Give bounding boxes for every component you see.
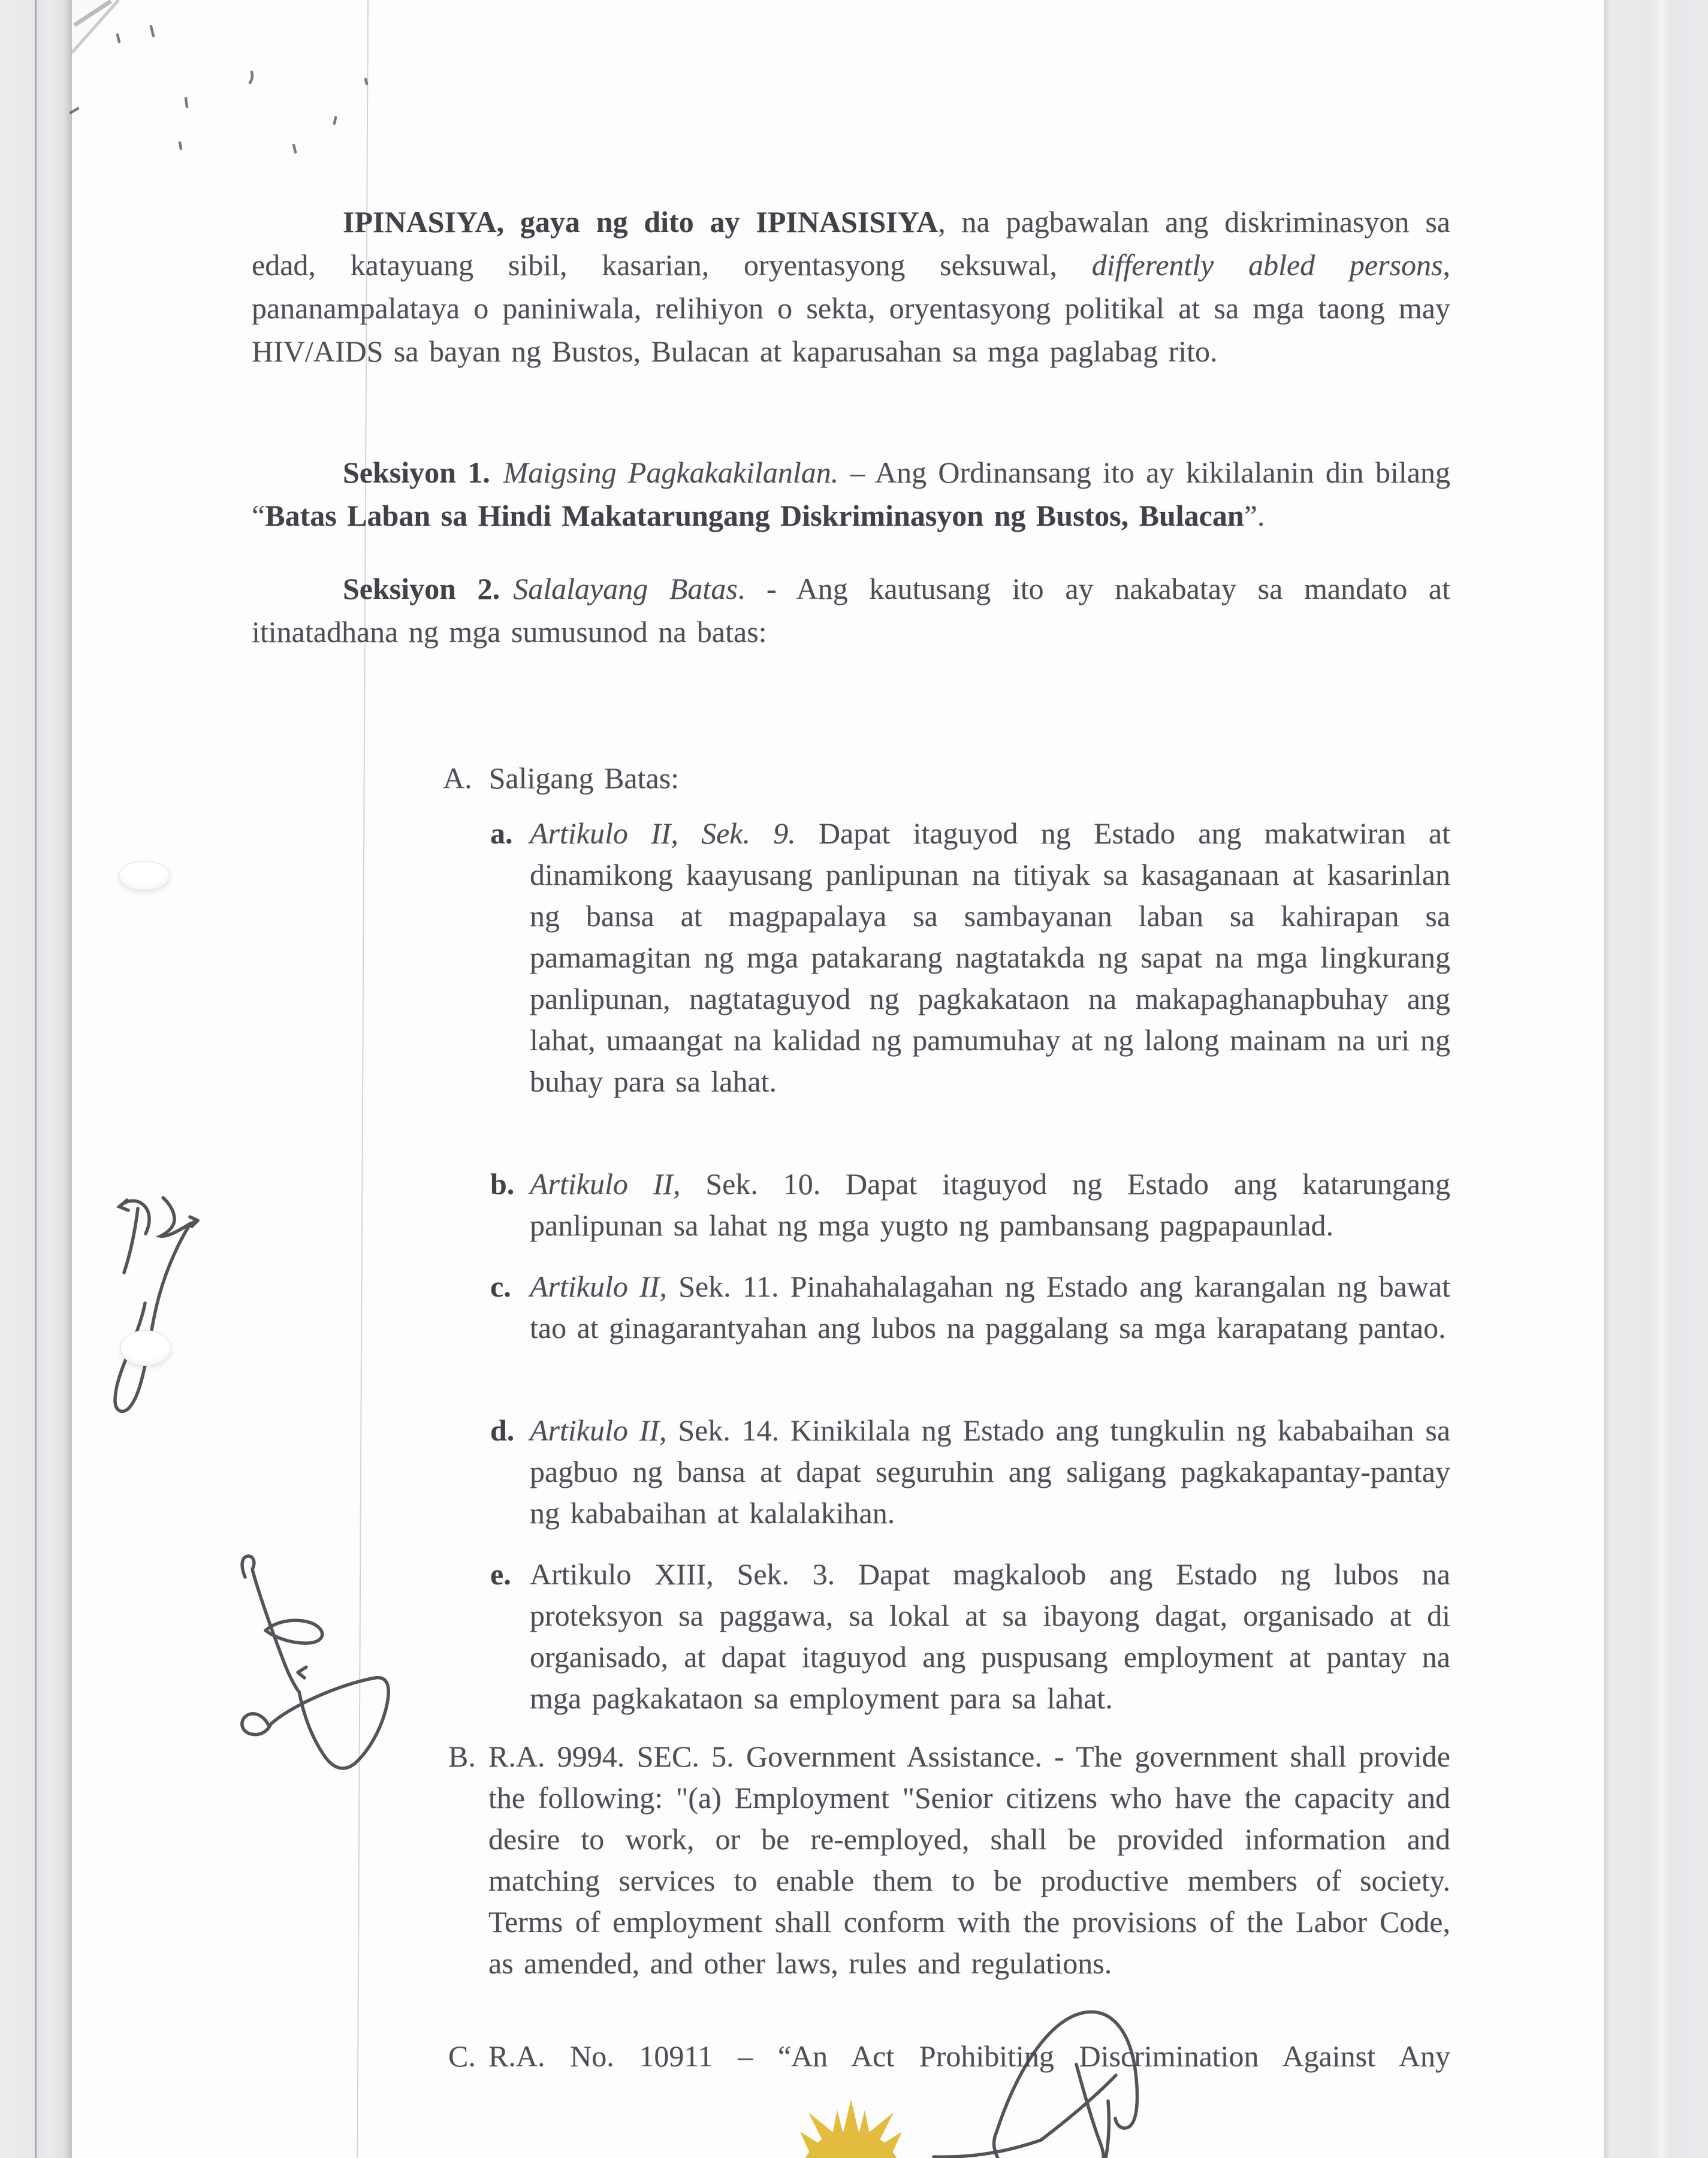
list-item-e-body: Artikulo XIII, Sek. 3. Dapat magkaloob ang Estado ng lubos na proteksyon sa paggawa, sa lokal at sa ibayong dagat, organisado at di organisado, at dapat itaguyod ang puspusang employment at pantay na mga pagkakataon sa employment para sa lahat. xyxy=(530,1557,1450,1715)
list-marker-b: b. xyxy=(490,1167,515,1201)
list-item-c-lead: Artikulo II, xyxy=(530,1270,667,1303)
section-2-label: Seksiyon 2. xyxy=(343,572,500,605)
list-item-d-body: Sek. 14. Kinikilala ng Estado ang tungkulin ng kababaihan sa pagbuo ng bansa at dapat seguruhin ang saligang pagkakapantay-pantay ng kababaihan at kalalakihan. xyxy=(530,1413,1450,1530)
italic-phrase: differently abled persons xyxy=(1091,248,1443,282)
list-item-c-body: Sek. 11. Pinahahalagahan ng Estado ang karangalan ng bawat tao at ginagarantyahan ang lubos na paggalang sa mga karapatang pantao. xyxy=(530,1270,1450,1345)
outline-heading-A-text: Saligang Batas: xyxy=(488,761,680,795)
section-1-title: Maigsing Pagkakakilanlan. xyxy=(503,456,839,489)
hole-punch-top xyxy=(119,861,170,891)
list-item-b-body: Sek. 10. Dapat itaguyod ng Estado ang katarungang panlipunan sa lahat ng mga yugto ng pambansang pagpapaunlad. xyxy=(530,1167,1450,1242)
ordinance-name: Batas Laban sa Hindi Makatarungang Diskriminasyon ng Bustos, Bulacan xyxy=(265,499,1244,532)
scanner-bed-seam xyxy=(35,0,37,2158)
list-item-d-lead: Artikulo II, xyxy=(530,1413,667,1447)
list-marker-e: e. xyxy=(490,1557,511,1591)
list-item-c xyxy=(490,1266,1450,1349)
outline-item-C-body: R.A. No. 10911 – “An Act Prohibiting Discrimination Against Any xyxy=(488,2039,1450,2073)
list-item-a xyxy=(490,813,1450,1102)
list-marker-d: d. xyxy=(490,1413,515,1447)
list-item-a-body: Dapat itaguyod ng Estado ang makatwiran at dinamikong kaayusang panlipunan na titiyak sa kasaganaan at kasarinlan ng bansa at magpapalaya sa sambayanan laban sa kahirapan sa pamamagitan ng mga patakarang nagtatakda ng sapat na mga lingkurang panlipunan, nagtataguyod ng pagkakataon na makapaghanapbuhay ang lahat, umaangat na kalidad ng pamumuhay at ng lalong mainam na uri ng buhay para sa lahat. xyxy=(530,816,1450,1098)
signature-scribble-2 xyxy=(242,1556,388,1768)
section-2-paragraph xyxy=(252,567,1450,653)
list-marker-a: a. xyxy=(490,816,513,850)
signature-scribble-1 xyxy=(115,1198,198,1411)
outline-marker-C: C. xyxy=(448,2039,476,2073)
ink-specks xyxy=(71,26,367,152)
outline-heading-A xyxy=(443,756,1450,800)
section-1-mid: – Ang Ordinansang ito ay kikilalanin din bilang “ xyxy=(252,456,1450,532)
list-item-a-lead: Artikulo II, Sek. 9. xyxy=(530,816,796,850)
sun-logo xyxy=(799,2099,903,2158)
outline-item-B-body: R.A. 9994. SEC. 5. Government Assistance. - The government shall provide the following: "(a) Employment "Senior citizens who have the capacity and desire to work, or be re-employed, shall be provided information and matching services to enable them to be productive members of society. Terms of employment shall conform with the provisions of the Labor Code, as amended, and other laws, rules and regulations. xyxy=(488,1740,1450,1980)
scanner-bed-left-edge xyxy=(0,0,72,2158)
list-item-b-lead: Artikulo II, xyxy=(530,1167,681,1201)
list-item-b xyxy=(490,1164,1450,1246)
section-1-label: Seksiyon 1. xyxy=(343,456,490,489)
scanner-bed-right-edge xyxy=(1604,0,1708,2158)
section-1-paragraph xyxy=(252,451,1450,537)
list-marker-c: c. xyxy=(490,1270,511,1303)
outline-marker-B: B. xyxy=(448,1740,476,1773)
outline-marker-A: A. xyxy=(443,761,472,795)
section-2-title: Salalayang Batas xyxy=(513,572,738,605)
resolution-lead: IPINASIYA, gaya ng dito ay IPINASISIYA xyxy=(343,205,939,239)
list-item-e xyxy=(490,1554,1450,1719)
list-item-d xyxy=(490,1410,1450,1534)
hole-punch-bottom xyxy=(120,1330,171,1366)
section-2-tail: . - Ang kautusang ito ay nakabatay sa mandato at itinatadhana ng mga sumusunod na batas: xyxy=(252,572,1450,649)
section-1-tail: ”. xyxy=(1244,499,1265,532)
outline-item-C xyxy=(448,2036,1450,2077)
signature-scribble-3 xyxy=(934,2012,1137,2158)
resolution-paragraph xyxy=(252,200,1450,373)
resolution-tail: , pananampalataya o paniniwala, relihiyon o sekta, oryentasyong politikal at sa mga taong may HIV/AIDS sa bayan ng Bustos, Bulacan at kaparusahan sa mga paglabag rito. xyxy=(252,248,1450,368)
resolution-text: , na pagbawalan ang diskriminasyon sa edad, katayuang sibil, kasarian, oryentasyong seksuwal, xyxy=(252,205,1450,282)
corner-fold xyxy=(72,0,119,53)
outline-item-B xyxy=(448,1736,1450,1984)
